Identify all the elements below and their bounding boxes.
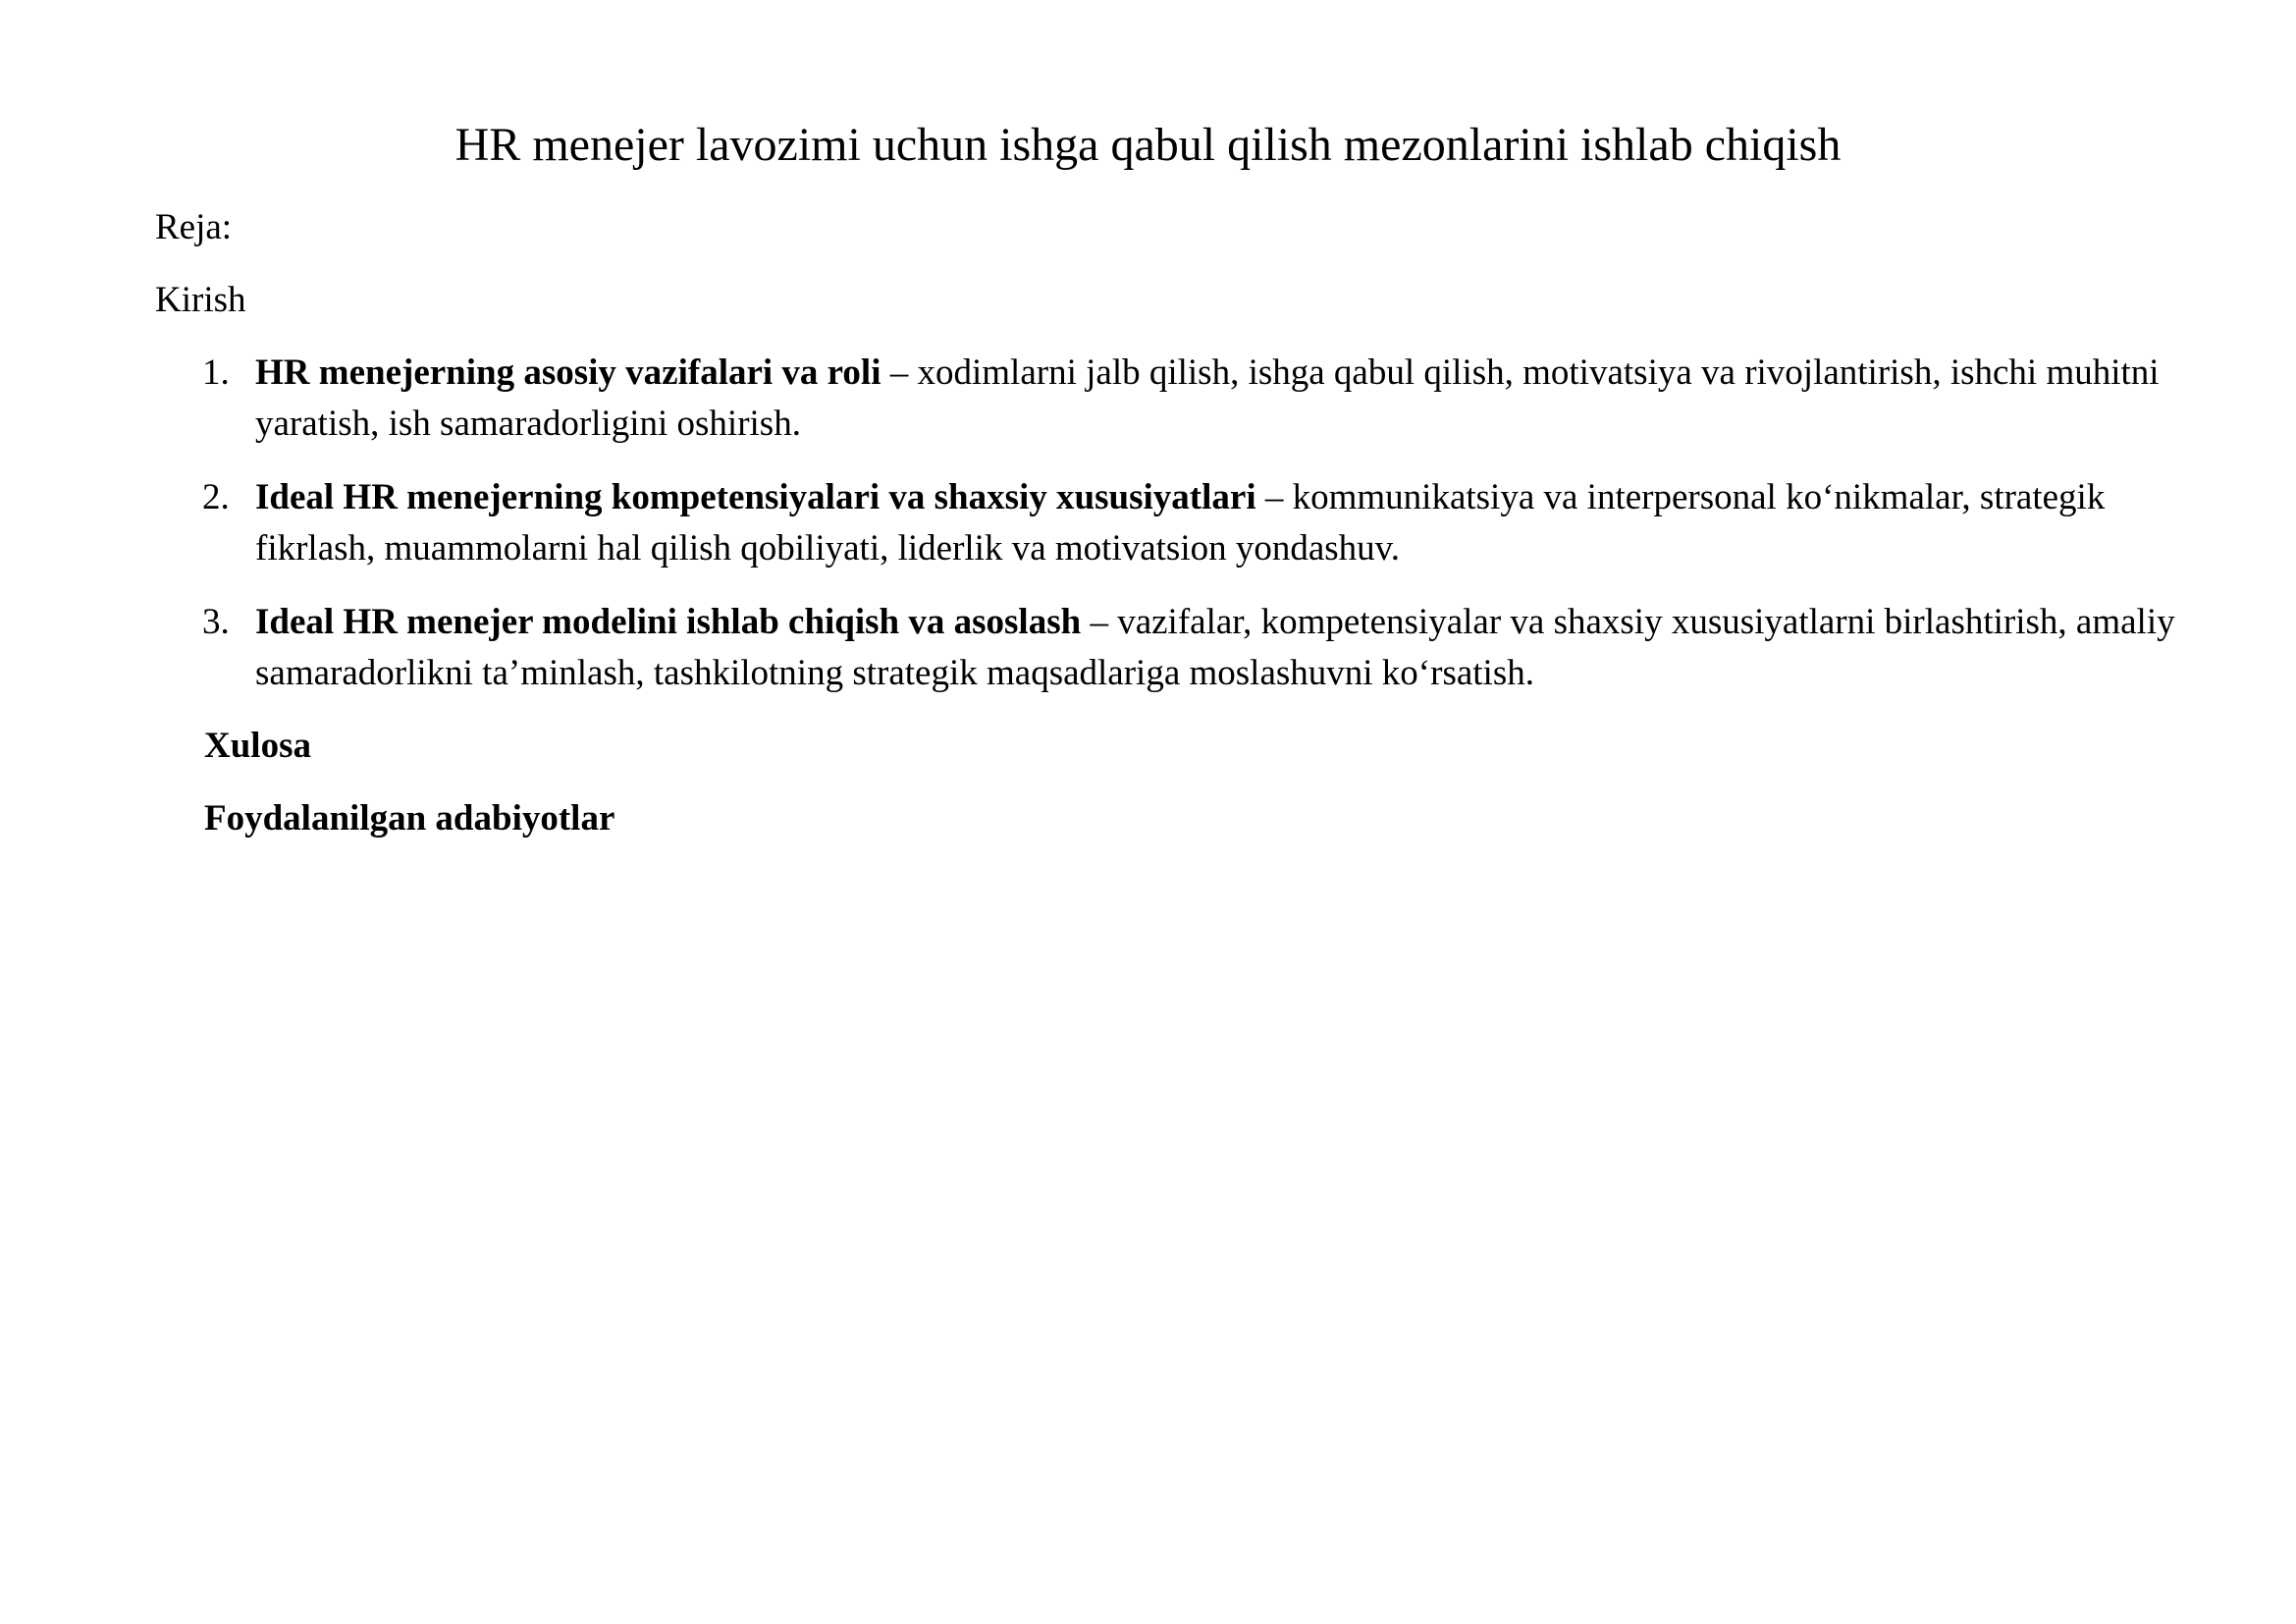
plan-item-body bbox=[255, 348, 2175, 450]
plan-item-heading: Ideal HR menejerning kompetensiyalari va shaxsiy xususiyatlari bbox=[255, 477, 1256, 517]
intro-heading: Kirish bbox=[155, 280, 246, 320]
plan-item-text: – kommunikatsiya va interpersonal ko‘nikmalar, strategik fikrlash, muammolarni hal qilish qobiliyati, liderlik va motivatsion yondashuv. bbox=[255, 477, 2106, 568]
plan-item bbox=[202, 472, 2175, 574]
plan-item-number: 3. bbox=[202, 602, 230, 642]
plan-item bbox=[202, 348, 2175, 450]
plan-item-body bbox=[255, 472, 2175, 574]
plan-label: Reja: bbox=[155, 207, 233, 247]
document-title: HR menejer lavozimi uchun ishga qabul qilish mezonlarini ishlab chiqish bbox=[454, 119, 1842, 171]
references-heading: Foydalanilgan adabiyotlar bbox=[204, 798, 615, 839]
plan-item-heading: Ideal HR menejer modelini ishlab chiqish va asoslash bbox=[255, 602, 1082, 642]
plan-item-heading: HR menejerning asosiy vazifalari va roli bbox=[255, 352, 881, 393]
plan-item-text: – vazifalar, kompetensiyalar va shaxsiy xususiyatlarni birlashtirish, amaliy samaradorlikni ta’minlash, tashkilotning strategik maqsadlariga moslashuvni ko‘rsatish. bbox=[255, 602, 2175, 693]
plan-item-body bbox=[255, 597, 2175, 699]
plan-item-text: – xodimlarni jalb qilish, ishga qabul qilish, motivatsiya va rivojlantirish, ishchi muhitni yaratish, ish samaradorligini oshirish. bbox=[255, 352, 2160, 444]
plan-item-number: 1. bbox=[202, 352, 230, 393]
conclusion-heading: Xulosa bbox=[204, 726, 311, 766]
plan-item bbox=[202, 597, 2175, 699]
plan-item-number: 2. bbox=[202, 477, 230, 517]
